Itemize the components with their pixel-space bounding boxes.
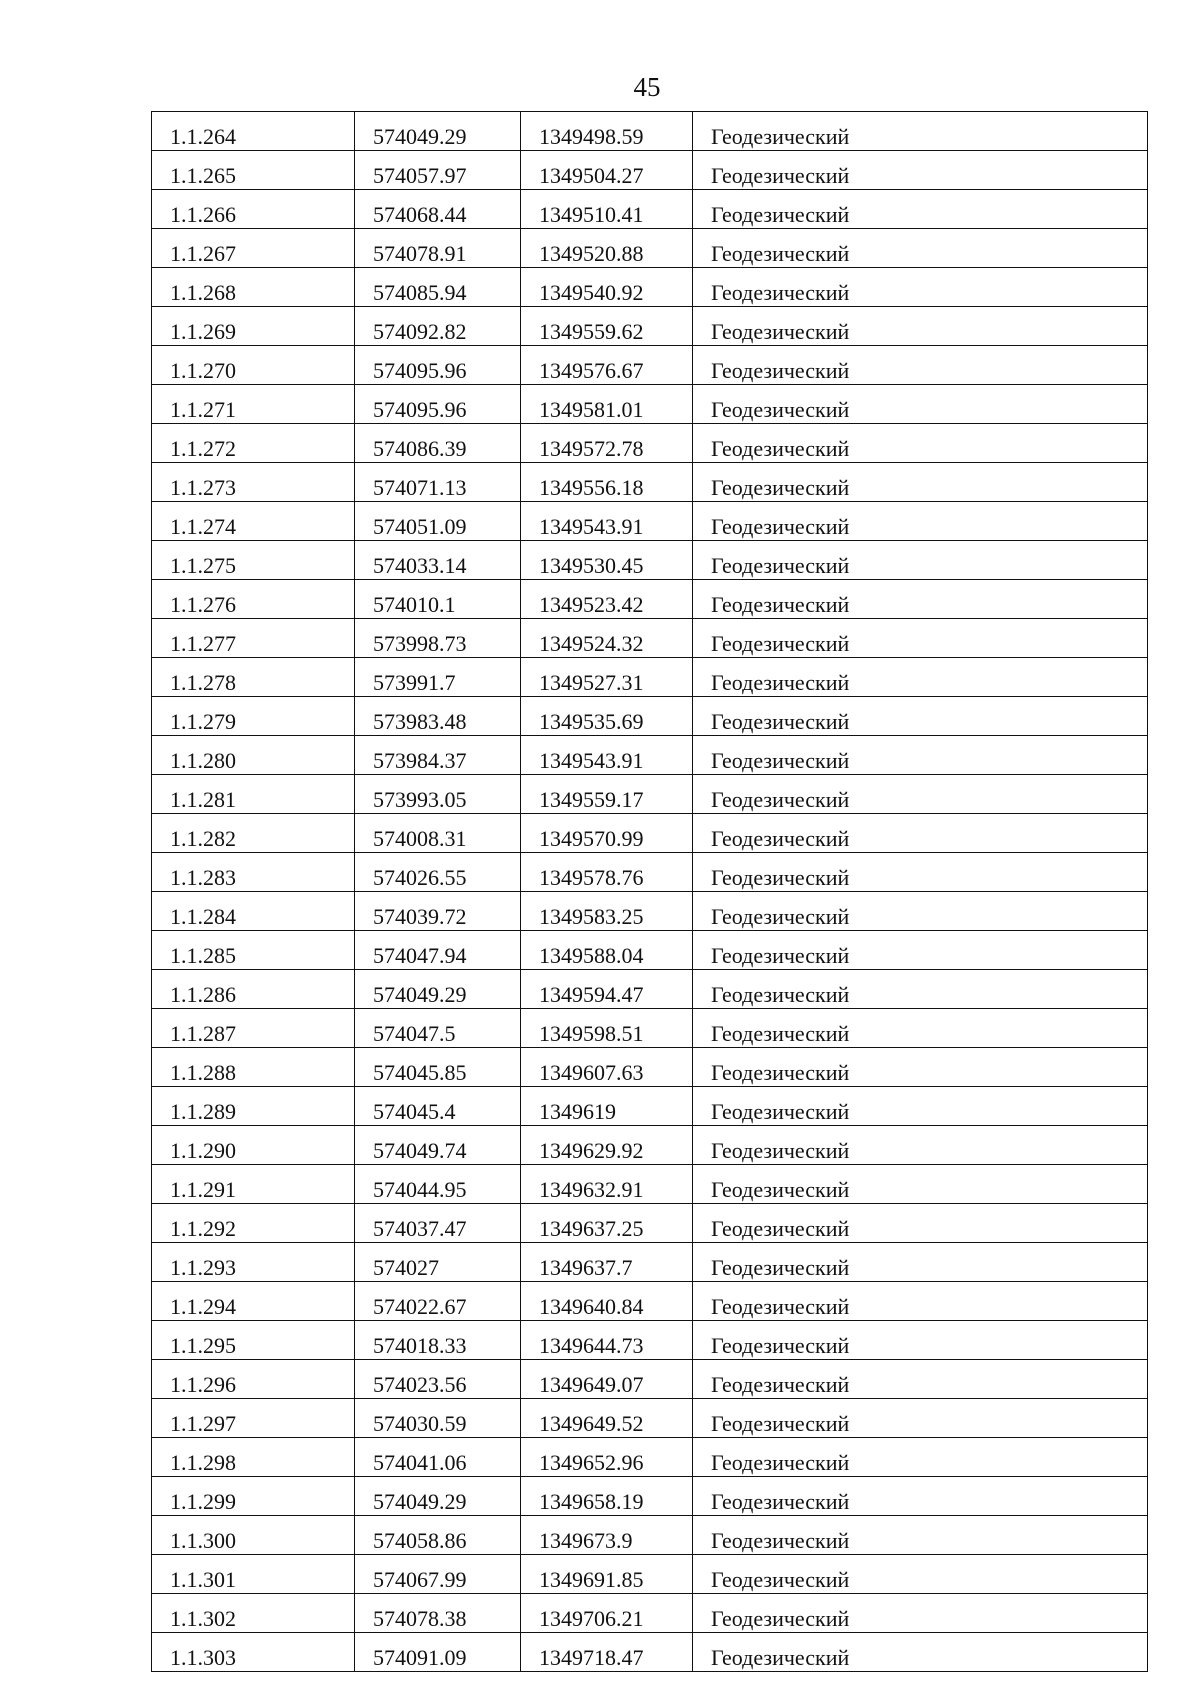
point-number-cell: 1.1.279 (152, 697, 355, 736)
point-number-cell: 1.1.291 (152, 1165, 355, 1204)
method-cell: Геодезический (693, 1126, 1148, 1165)
method-cell: Геодезический (693, 736, 1148, 775)
table-row (152, 541, 1148, 580)
point-number-cell: 1.1.276 (152, 580, 355, 619)
x-coordinate-cell: 574049.29 (355, 112, 521, 151)
table-row (152, 1555, 1148, 1594)
point-number-cell: 1.1.299 (152, 1477, 355, 1516)
y-coordinate-cell: 1349658.19 (521, 1477, 693, 1516)
method-cell: Геодезический (693, 502, 1148, 541)
y-coordinate-cell: 1349540.92 (521, 268, 693, 307)
y-coordinate-cell: 1349598.51 (521, 1009, 693, 1048)
table-row (152, 736, 1148, 775)
y-coordinate-cell: 1349673.9 (521, 1516, 693, 1555)
method-cell: Геодезический (693, 190, 1148, 229)
method-cell: Геодезический (693, 1243, 1148, 1282)
x-coordinate-cell: 574086.39 (355, 424, 521, 463)
x-coordinate-cell: 574030.59 (355, 1399, 521, 1438)
method-cell: Геодезический (693, 658, 1148, 697)
method-cell: Геодезический (693, 1204, 1148, 1243)
table-row (152, 814, 1148, 853)
table-row (152, 1126, 1148, 1165)
x-coordinate-cell: 574051.09 (355, 502, 521, 541)
table-row (152, 619, 1148, 658)
x-coordinate-cell: 573993.05 (355, 775, 521, 814)
point-number-cell: 1.1.273 (152, 463, 355, 502)
table-row (152, 1438, 1148, 1477)
method-cell: Геодезический (693, 970, 1148, 1009)
x-coordinate-cell: 574045.4 (355, 1087, 521, 1126)
x-coordinate-cell: 574068.44 (355, 190, 521, 229)
y-coordinate-cell: 1349583.25 (521, 892, 693, 931)
point-number-cell: 1.1.282 (152, 814, 355, 853)
table-row (152, 112, 1148, 151)
table-row (152, 1282, 1148, 1321)
point-number-cell: 1.1.297 (152, 1399, 355, 1438)
point-number-cell: 1.1.303 (152, 1633, 355, 1672)
y-coordinate-cell: 1349581.01 (521, 385, 693, 424)
x-coordinate-cell: 574044.95 (355, 1165, 521, 1204)
method-cell: Геодезический (693, 1399, 1148, 1438)
point-number-cell: 1.1.275 (152, 541, 355, 580)
x-coordinate-cell: 574092.82 (355, 307, 521, 346)
table-row (152, 580, 1148, 619)
point-number-cell: 1.1.272 (152, 424, 355, 463)
x-coordinate-cell: 573983.48 (355, 697, 521, 736)
method-cell: Геодезический (693, 229, 1148, 268)
table-row (152, 1009, 1148, 1048)
method-cell: Геодезический (693, 1555, 1148, 1594)
point-number-cell: 1.1.281 (152, 775, 355, 814)
table-row (152, 970, 1148, 1009)
table-row (152, 1321, 1148, 1360)
y-coordinate-cell: 1349559.17 (521, 775, 693, 814)
x-coordinate-cell: 574008.31 (355, 814, 521, 853)
method-cell: Геодезический (693, 268, 1148, 307)
y-coordinate-cell: 1349570.99 (521, 814, 693, 853)
x-coordinate-cell: 574022.67 (355, 1282, 521, 1321)
y-coordinate-cell: 1349527.31 (521, 658, 693, 697)
point-number-cell: 1.1.295 (152, 1321, 355, 1360)
method-cell: Геодезический (693, 1438, 1148, 1477)
x-coordinate-cell: 574057.97 (355, 151, 521, 190)
y-coordinate-cell: 1349535.69 (521, 697, 693, 736)
table-row (152, 1516, 1148, 1555)
y-coordinate-cell: 1349706.21 (521, 1594, 693, 1633)
method-cell: Геодезический (693, 580, 1148, 619)
point-number-cell: 1.1.286 (152, 970, 355, 1009)
x-coordinate-cell: 574037.47 (355, 1204, 521, 1243)
point-number-cell: 1.1.284 (152, 892, 355, 931)
table-row (152, 463, 1148, 502)
x-coordinate-cell: 573991.7 (355, 658, 521, 697)
point-number-cell: 1.1.266 (152, 190, 355, 229)
x-coordinate-cell: 574049.29 (355, 1477, 521, 1516)
point-number-cell: 1.1.293 (152, 1243, 355, 1282)
method-cell: Геодезический (693, 892, 1148, 931)
point-number-cell: 1.1.292 (152, 1204, 355, 1243)
table-row (152, 346, 1148, 385)
table-row (152, 775, 1148, 814)
point-number-cell: 1.1.289 (152, 1087, 355, 1126)
y-coordinate-cell: 1349649.07 (521, 1360, 693, 1399)
x-coordinate-cell: 574085.94 (355, 268, 521, 307)
x-coordinate-cell: 574026.55 (355, 853, 521, 892)
point-number-cell: 1.1.285 (152, 931, 355, 970)
x-coordinate-cell: 574023.56 (355, 1360, 521, 1399)
y-coordinate-cell: 1349576.67 (521, 346, 693, 385)
table-row (152, 1594, 1148, 1633)
y-coordinate-cell: 1349578.76 (521, 853, 693, 892)
y-coordinate-cell: 1349588.04 (521, 931, 693, 970)
x-coordinate-cell: 574047.94 (355, 931, 521, 970)
method-cell: Геодезический (693, 346, 1148, 385)
point-number-cell: 1.1.288 (152, 1048, 355, 1087)
x-coordinate-cell: 574091.09 (355, 1633, 521, 1672)
point-number-cell: 1.1.270 (152, 346, 355, 385)
method-cell: Геодезический (693, 1009, 1148, 1048)
table-row (152, 1087, 1148, 1126)
y-coordinate-cell: 1349652.96 (521, 1438, 693, 1477)
table-row (152, 229, 1148, 268)
x-coordinate-cell: 574095.96 (355, 346, 521, 385)
y-coordinate-cell: 1349524.32 (521, 619, 693, 658)
y-coordinate-cell: 1349530.45 (521, 541, 693, 580)
point-number-cell: 1.1.278 (152, 658, 355, 697)
table-row (152, 697, 1148, 736)
coordinates-table (151, 111, 1148, 1672)
y-coordinate-cell: 1349691.85 (521, 1555, 693, 1594)
method-cell: Геодезический (693, 619, 1148, 658)
point-number-cell: 1.1.296 (152, 1360, 355, 1399)
table-row (152, 1243, 1148, 1282)
method-cell: Геодезический (693, 1360, 1148, 1399)
x-coordinate-cell: 574049.74 (355, 1126, 521, 1165)
point-number-cell: 1.1.301 (152, 1555, 355, 1594)
x-coordinate-cell: 574041.06 (355, 1438, 521, 1477)
method-cell: Геодезический (693, 853, 1148, 892)
x-coordinate-cell: 573984.37 (355, 736, 521, 775)
table-row (152, 1048, 1148, 1087)
y-coordinate-cell: 1349559.62 (521, 307, 693, 346)
table-row (152, 1477, 1148, 1516)
table-row (152, 151, 1148, 190)
y-coordinate-cell: 1349718.47 (521, 1633, 693, 1672)
table-row (152, 892, 1148, 931)
point-number-cell: 1.1.280 (152, 736, 355, 775)
method-cell: Геодезический (693, 1477, 1148, 1516)
y-coordinate-cell: 1349498.59 (521, 112, 693, 151)
method-cell: Геодезический (693, 1633, 1148, 1672)
table-row (152, 424, 1148, 463)
x-coordinate-cell: 574058.86 (355, 1516, 521, 1555)
table-row (152, 1165, 1148, 1204)
point-number-cell: 1.1.265 (152, 151, 355, 190)
point-number-cell: 1.1.300 (152, 1516, 355, 1555)
point-number-cell: 1.1.271 (152, 385, 355, 424)
x-coordinate-cell: 574018.33 (355, 1321, 521, 1360)
x-coordinate-cell: 574039.72 (355, 892, 521, 931)
x-coordinate-cell: 574049.29 (355, 970, 521, 1009)
x-coordinate-cell: 574078.91 (355, 229, 521, 268)
point-number-cell: 1.1.267 (152, 229, 355, 268)
y-coordinate-cell: 1349543.91 (521, 736, 693, 775)
y-coordinate-cell: 1349543.91 (521, 502, 693, 541)
point-number-cell: 1.1.283 (152, 853, 355, 892)
point-number-cell: 1.1.277 (152, 619, 355, 658)
table-row (152, 1399, 1148, 1438)
y-coordinate-cell: 1349510.41 (521, 190, 693, 229)
point-number-cell: 1.1.298 (152, 1438, 355, 1477)
point-number-cell: 1.1.274 (152, 502, 355, 541)
method-cell: Геодезический (693, 541, 1148, 580)
x-coordinate-cell: 574027 (355, 1243, 521, 1282)
y-coordinate-cell: 1349594.47 (521, 970, 693, 1009)
method-cell: Геодезический (693, 1087, 1148, 1126)
method-cell: Геодезический (693, 697, 1148, 736)
y-coordinate-cell: 1349629.92 (521, 1126, 693, 1165)
table-row (152, 931, 1148, 970)
table-row (152, 385, 1148, 424)
y-coordinate-cell: 1349572.78 (521, 424, 693, 463)
method-cell: Геодезический (693, 1321, 1148, 1360)
method-cell: Геодезический (693, 385, 1148, 424)
coordinates-table-body (152, 112, 1148, 1672)
y-coordinate-cell: 1349637.25 (521, 1204, 693, 1243)
y-coordinate-cell: 1349607.63 (521, 1048, 693, 1087)
point-number-cell: 1.1.302 (152, 1594, 355, 1633)
method-cell: Геодезический (693, 112, 1148, 151)
method-cell: Геодезический (693, 1594, 1148, 1633)
table-row (152, 190, 1148, 229)
x-coordinate-cell: 574067.99 (355, 1555, 521, 1594)
y-coordinate-cell: 1349523.42 (521, 580, 693, 619)
method-cell: Геодезический (693, 1516, 1148, 1555)
method-cell: Геодезический (693, 424, 1148, 463)
x-coordinate-cell: 574045.85 (355, 1048, 521, 1087)
point-number-cell: 1.1.287 (152, 1009, 355, 1048)
y-coordinate-cell: 1349644.73 (521, 1321, 693, 1360)
y-coordinate-cell: 1349520.88 (521, 229, 693, 268)
method-cell: Геодезический (693, 1165, 1148, 1204)
point-number-cell: 1.1.294 (152, 1282, 355, 1321)
y-coordinate-cell: 1349649.52 (521, 1399, 693, 1438)
page-number: 45 (633, 72, 661, 102)
y-coordinate-cell: 1349637.7 (521, 1243, 693, 1282)
x-coordinate-cell: 574010.1 (355, 580, 521, 619)
point-number-cell: 1.1.264 (152, 112, 355, 151)
method-cell: Геодезический (693, 931, 1148, 970)
y-coordinate-cell: 1349640.84 (521, 1282, 693, 1321)
x-coordinate-cell: 574071.13 (355, 463, 521, 502)
method-cell: Геодезический (693, 307, 1148, 346)
y-coordinate-cell: 1349619 (521, 1087, 693, 1126)
x-coordinate-cell: 573998.73 (355, 619, 521, 658)
point-number-cell: 1.1.290 (152, 1126, 355, 1165)
x-coordinate-cell: 574095.96 (355, 385, 521, 424)
y-coordinate-cell: 1349556.18 (521, 463, 693, 502)
table-row (152, 1360, 1148, 1399)
point-number-cell: 1.1.268 (152, 268, 355, 307)
method-cell: Геодезический (693, 1282, 1148, 1321)
table-row (152, 307, 1148, 346)
y-coordinate-cell: 1349632.91 (521, 1165, 693, 1204)
table-row (152, 658, 1148, 697)
method-cell: Геодезический (693, 775, 1148, 814)
method-cell: Геодезический (693, 151, 1148, 190)
method-cell: Геодезический (693, 814, 1148, 853)
table-row (152, 502, 1148, 541)
table-row (152, 268, 1148, 307)
y-coordinate-cell: 1349504.27 (521, 151, 693, 190)
method-cell: Геодезический (693, 463, 1148, 502)
point-number-cell: 1.1.269 (152, 307, 355, 346)
table-row (152, 1204, 1148, 1243)
x-coordinate-cell: 574078.38 (355, 1594, 521, 1633)
x-coordinate-cell: 574047.5 (355, 1009, 521, 1048)
table-row (152, 1633, 1148, 1672)
table-row (152, 853, 1148, 892)
method-cell: Геодезический (693, 1048, 1148, 1087)
x-coordinate-cell: 574033.14 (355, 541, 521, 580)
